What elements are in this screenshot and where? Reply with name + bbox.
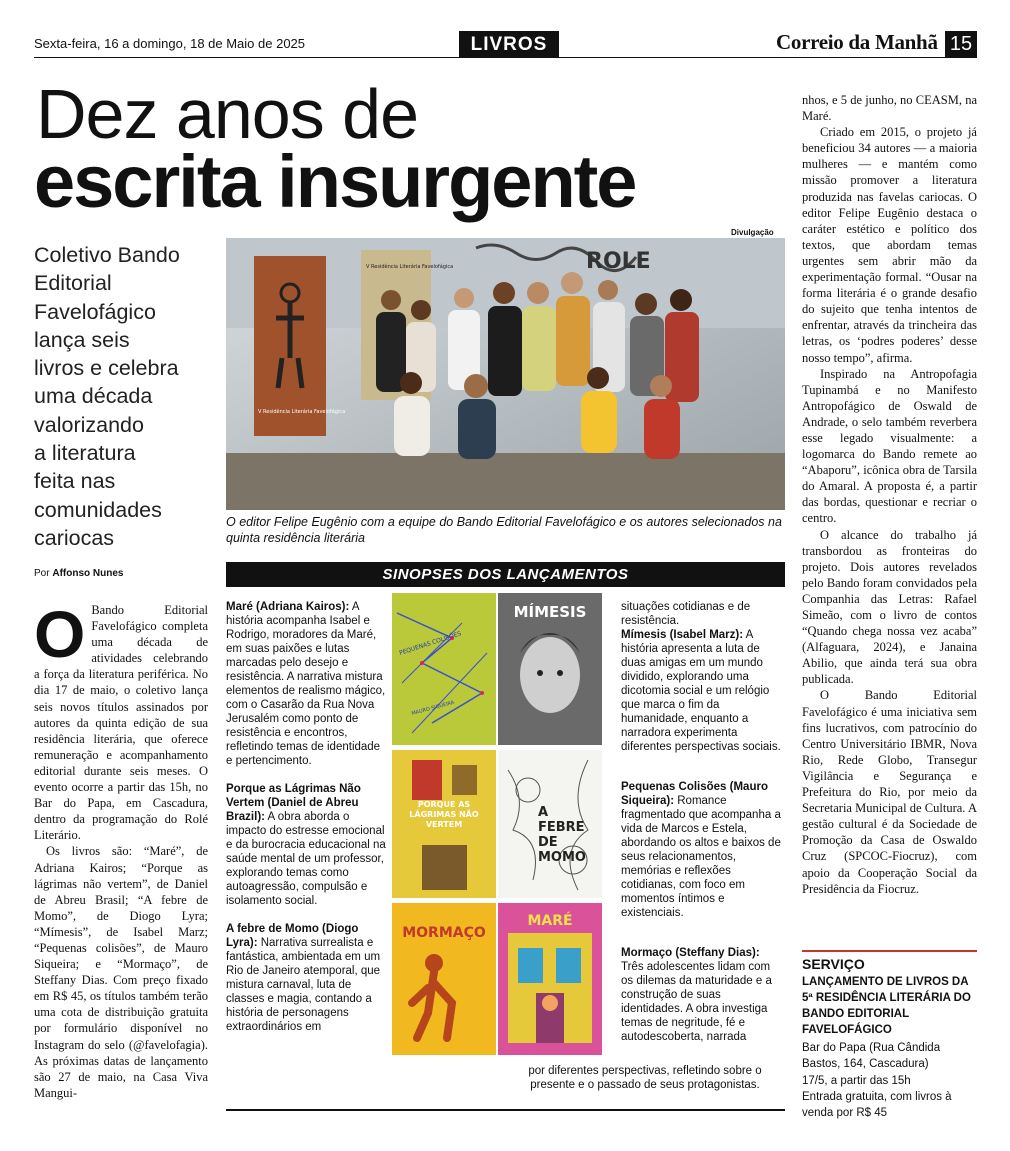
synopsis-text: A história apresenta a luta de duas amigas em um mundo dividido, explorando uma dicotomia social e um relógio que marca o fim da humanidade, enquanto a narradora experimenta diferentes perspectivas sociais.	[621, 629, 781, 753]
cover-title: A FEBRE DE MOMO	[538, 805, 586, 865]
cover-pequenas-colisoes	[392, 593, 496, 745]
synopsis-text: A obra aborda o impacto do estresse emocional e da burocracia educacional na saúde mental de um professor, explorando temas como autoagressão, compulsão e isolamento social.	[226, 811, 386, 907]
article-column-3	[802, 92, 977, 897]
servico-title: SERVIÇO	[802, 956, 865, 972]
synopses-header: SINOPSES DOS LANÇAMENTOS	[226, 562, 785, 587]
article-paragraph: O alcance do trabalho já transbordou as fronteiras do projeto. Dois autores revelados pelo Bando foram convidados pela Companhia das Letras: Rafael Simeão, com o livro de contos “Quando chega nossa vez acaba” (Alfaguara, 2024), e Janaina Abilio, que ainda terá sua obra publicada.	[802, 527, 977, 687]
article-paragraph: O Bando Editorial Favelofágico é uma iniciativa sem fins lucrativos, com patrocínio do Centro Universitário IBMR, Nova Rio, Rede Globo, Transegur Vigilância e Segurança e Prefeitura do Rio, por meio da Secretaria Municipal de Cultura. A gestão cultural é da Sociedade de Promoção da Casa de Oswaldo Cruz (SPCOC-Fiocruz), com apoio da Cooperação Social da Presidência da Fiocruz.	[802, 688, 977, 896]
article-paragraph: Inspirado na Antropofagia Tupinambá e no Manifesto Antropofágico de Oswald de Andrade, o selo também reverbera esse legado visualmente: a logomarca do Bando remete ao “Abaporu”, icônica obra de Tarsila do Amaral. A proposta é, a partir das bordas, questionar e recriar o centro.	[802, 366, 977, 526]
synopsis-mimesis	[621, 628, 785, 754]
cover-mimesis	[498, 593, 602, 745]
servico-rule	[802, 950, 977, 952]
servico-details	[802, 1040, 977, 1121]
cover-art	[498, 750, 602, 898]
synopsis-mormaco	[621, 946, 785, 1044]
banner-left-text: V Residência Literária Favelofágica	[258, 409, 346, 415]
cover-art	[498, 593, 602, 745]
photo-caption: O editor Felipe Eugênio com a equipe do Bando Editorial Favelofágico e os autores selecionados na quinta residência literária	[226, 515, 782, 545]
article-paragraph: nhos, e 5 de junho, no CEASM, na Maré.	[802, 93, 977, 124]
synopsis-title: Mormaço (Steffany Dias):	[621, 947, 760, 959]
cover-author: MAURO SIQUEIRA	[410, 699, 455, 717]
newspaper-logo: Correio da Manhã	[776, 30, 938, 54]
cover-title: MARÉ	[527, 913, 573, 929]
group-photo-illustration	[226, 238, 785, 510]
cover-title: MORMAÇO	[402, 925, 486, 941]
servico-price: Entrada gratuita, com livros à venda por R$ 45	[802, 1090, 952, 1120]
cover-art	[392, 903, 496, 1055]
cover-art	[392, 750, 496, 898]
photo-credit: Divulgação	[731, 228, 774, 237]
synopsis-colisoes	[621, 780, 785, 920]
article-paragraph: Criado em 2015, o projeto já beneficiou 34 autores — a maioria mulheres — e mantém como missão promover a literatura produzida nas favelas cariocas. O editor Felipe Eugênio destaca o caráter estético e político dos textos, que abordam temas urgentes sem abrir mão da experimentação formal. “Ousar na forma literária é o grande desafio do sujeito que tenha intentos de enfrentar, através da trincheira das letras, os ‘podres poderes’ desse nosso tempo”, afirma.	[802, 125, 977, 365]
synopsis-text: Três adolescentes lidam com os dilemas da maturidade e a construção de suas identidades. A obra investiga temas de negritude, fé e autodescoberta, narrada	[621, 961, 772, 1043]
headline-line-2: escrita insurgente	[34, 140, 636, 223]
synopsis-momo-continued: situações cotidianas e de resistência.	[621, 601, 751, 627]
synopsis-mare	[226, 600, 386, 768]
synopsis-text: Narrativa surrealista e fantástica, ambientada em um Rio de Janeiro atemporal, que mistura carnaval, luta de classes e magia, contando a história de personagens extraordinários em	[226, 937, 381, 1033]
paragraph-text: Bando Editorial Favelofágico completa uma década de atividades celebrando a força da literatura periférica. No dia 17 de maio, o coletivo lança seis novos títulos assinados por autores da quinta edição de sua residência literária, que oferece remuneração e acompanhamento editorial durante seis meses. O evento ocorre a partir das 15h, no Bar do Papa, em Cascadura, dentro da programação do Rolé Literário.	[34, 603, 208, 843]
cover-mare	[498, 903, 602, 1055]
synopsis-title: Porque as Lágrimas Não Vertem (Daniel de Abreu Brazil):	[226, 783, 361, 823]
synopsis-title: A febre de Momo (Diogo Lyra):	[226, 923, 359, 949]
byline-author: Affonso Nunes	[52, 568, 124, 579]
cover-title: PORQUE AS LÁGRIMAS NÃO VERTEM	[409, 800, 479, 829]
synopsis-title: Mímesis (Isabel Marz):	[621, 629, 744, 641]
byline	[34, 568, 123, 579]
synopses-right-column	[621, 600, 785, 1044]
banner-right-text: V Residência Literária Favelofágica	[366, 264, 454, 270]
synopsis-title: Pequenas Colisões (Mauro Siqueira):	[621, 781, 768, 807]
mural-text: ROLE	[586, 249, 651, 274]
servico-when: 17/5, a partir das 15h	[802, 1074, 911, 1087]
cover-a-febre-de-momo	[498, 750, 602, 898]
synopsis-title: Maré (Adriana Kairos):	[226, 601, 350, 613]
synopsis-mormaco-continued: por diferentes perspectivas, refletindo sobre o presente e o passado de seus protagonistas.	[528, 1065, 762, 1091]
article-paragraph	[34, 597, 208, 843]
synopsis-text: Romance fragmentado que acompanha a vida de Marcos e Estela, abordando os altos e baixos de seus relacionamentos, memórias e reflexões cotidianas, com foco em momentos íntimos e existenciais.	[621, 795, 781, 919]
byline-prefix: Por	[34, 568, 50, 579]
servico-venue: Bar do Papa (Rua Cândida Bastos, 164, Cascadura)	[802, 1042, 941, 1071]
synopsis-lagrimas	[226, 782, 386, 908]
servico-headline: LANÇAMENTO DE LIVROS DA 5ª RESIDÊNCIA LITERÁRIA DO BANDO EDITORIAL FAVELOFÁGICO	[802, 976, 971, 1036]
article-paragraph: Os livros são: “Maré”, de Adriana Kairos; “Porque as lágrimas não vertem”, de Daniel de Abreu Brasil; “A febre de Momo”, de Diogo Lyra; “Mímesis”, de Isabel Marz; “Pequenas colisões”, de Mauro Siqueira; e “Mormaço”, de Steffany Dias. Com preço fixado em R$ 45, os títulos também terão uma cota de distribuição gratuita por formulário disponível no Instagram do selo (@favelofagia). As próximas datas de lançamento são 27 de maio, na Casa Viva Mangui-	[34, 844, 208, 1100]
deck-subheadline: Coletivo Bando Editorial Favelofágico lança seis livros e celebra uma década valorizando a literatura feita nas comunidades cariocas	[34, 243, 180, 550]
headline-line-1: Dez anos de	[36, 75, 419, 153]
cover-art	[498, 903, 602, 1055]
cover-porque-as-lagrimas	[392, 750, 496, 898]
issue-date: Sexta-feira, 16 a domingo, 18 de Maio de 2025	[34, 36, 306, 51]
section-label: LIVROS	[459, 31, 559, 58]
group-photo	[226, 238, 785, 510]
cover-title: MÍMESIS	[513, 603, 587, 621]
synopses-left-column	[226, 600, 386, 1034]
drop-cap: O	[34, 597, 86, 671]
synopsis-momo	[226, 922, 386, 1034]
cover-art	[392, 593, 496, 745]
synopses-bottom-rule	[226, 1109, 785, 1111]
cover-title: PEQUENAS COLISÕES	[398, 630, 463, 657]
page-number: 15	[945, 31, 977, 58]
synopsis-text: A história acompanha Isabel e Rodrigo, moradores da Maré, em suas paixões e lutas marcadas pelo desejo e resistência. A narrativa mistura elementos de realismo mágico, com o Casarão da Rua Nova Jerusalém como ponto de resistência e encontros, refletindo temas de identidade e pertencimento.	[226, 601, 386, 767]
header-rule	[34, 57, 977, 58]
cover-mormaco	[392, 903, 496, 1055]
article-column-1	[34, 597, 208, 1101]
